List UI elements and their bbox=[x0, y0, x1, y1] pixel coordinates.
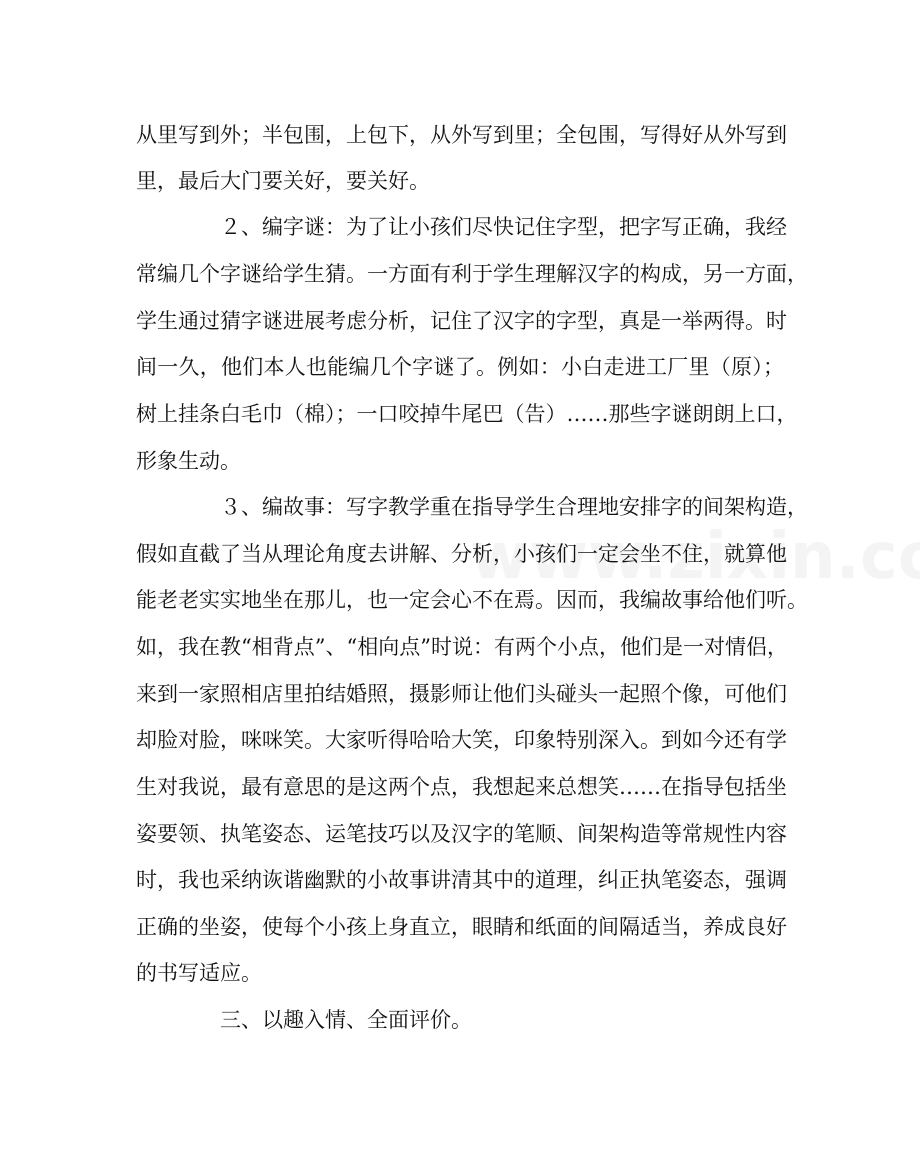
text-line: 里，最后大门要关好，要关好。 bbox=[136, 169, 430, 193]
text-line: 如，我在教“相背点”、“相向点”时说：有两个小点，他们是一对情侣， bbox=[136, 635, 788, 659]
text-line: 的书写适应。 bbox=[136, 961, 262, 985]
text-line: 假如直截了当从理论角度去讲解、分析，小孩们一定会坐不住，就算他 bbox=[136, 542, 787, 566]
text-line: 形象生动。 bbox=[136, 449, 241, 473]
text-line: ２、编字谜：为了让小孩们尽快记住字型，把字写正确，我经 bbox=[220, 215, 787, 239]
section-heading: 三、以趣入情、全面评价。 bbox=[220, 1008, 472, 1032]
text-line: 正确的坐姿，使每个小孩上身直立，眼睛和纸面的间隔适当，养成良好 bbox=[136, 915, 787, 939]
text-line: 常编几个字谜给学生猜。一方面有利于学生理解汉字的构成，另一方面， bbox=[136, 262, 808, 286]
text-line: 能老老实实地坐在那儿，也一定会心不在焉。因而，我编故事给他们听。 bbox=[136, 588, 808, 612]
text-line: 姿要领、执笔姿态、运笔技巧以及汉字的笔顺、间架构造等常规性内容 bbox=[136, 822, 787, 846]
text-line: 却脸对脸，咪咪笑。大家听得哈哈大笑，印象特别深入。到如今还有学 bbox=[136, 728, 787, 752]
text-line: 从里写到外；半包围，上包下，从外写到里；全包围，写得好从外写到 bbox=[136, 123, 787, 147]
text-line: ３、编故事：写字教学重在指导学生合理地安排字的间架构造， bbox=[220, 495, 808, 519]
text-line: 时，我也采纳诙谐幽默的小故事讲清其中的道理，纠正执笔姿态，强调 bbox=[136, 868, 787, 892]
text-line: 来到一家照相店里拍结婚照，摄影师让他们头碰头一起照个像，可他们 bbox=[136, 682, 787, 706]
text-line: 生对我说，最有意思的是这两个点，我想起来总想笑……在指导包括坐 bbox=[136, 775, 787, 799]
text-line: 学生通过猜字谜进展考虑分析，记住了汉字的字型，真是一举两得。时 bbox=[136, 309, 787, 333]
text-line: 树上挂条白毛巾（棉）；一口咬掉牛尾巴（告）……那些字谜朗朗上口， bbox=[136, 402, 798, 426]
text-line: 间一久，他们本人也能编几个字谜了。例如：小白走进工厂里（原）； bbox=[136, 355, 784, 379]
